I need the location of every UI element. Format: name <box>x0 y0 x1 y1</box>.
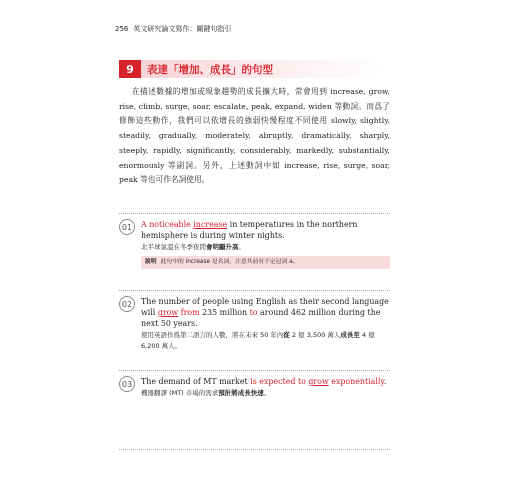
bold-phrase: 會明顯升高 <box>206 243 239 251</box>
highlighted-phrase: A noticeable <box>141 220 194 229</box>
text-run: 235 million <box>199 308 250 317</box>
highlighted-phrase: from <box>178 308 200 317</box>
text-run: The demand of MT market <box>141 377 251 386</box>
text-run: around 462 million during the next 50 years. <box>141 308 381 328</box>
explanation-note <box>141 256 390 269</box>
bold-phrase: 成長至 <box>340 331 360 339</box>
text-run: 機器翻譯 (MT) 市場的需求 <box>141 389 219 397</box>
highlighted-phrase: grow <box>157 308 179 317</box>
example-english <box>141 376 390 387</box>
text-run: 使用英語作爲第二語言的人數，將在未來 50 年內 <box>141 331 284 339</box>
text-run: . <box>383 377 387 386</box>
text-run: The number of people using English as their second language will <box>141 297 389 317</box>
page-number: 256 <box>115 25 129 33</box>
divider <box>119 370 390 371</box>
example-chinese <box>141 388 390 399</box>
example-chinese <box>141 242 390 253</box>
example-number: 01 <box>119 219 135 235</box>
example-english <box>141 219 390 241</box>
divider <box>119 290 390 291</box>
book-title: 英文研究論文寫作：關鍵句指引 <box>133 25 232 33</box>
highlighted-phrase: grow <box>308 377 329 386</box>
text-run: 。 <box>263 389 271 397</box>
note-label: 說明 <box>145 259 157 265</box>
running-header <box>115 24 231 34</box>
intro-paragraph: 在描述數據的增加或現象趨勢的成長擴大時，常會用到 increase, grow, rise, climb, surge, soar, escalate, peak, expand, widen 等動詞。而爲了修飾這些動作，我們可以依增長的強弱快慢程度不同使用 slowly, slightly, steadily, gradually, moderately, abruptly, dramatically, sharply, steeply, rapidly, significantly, considerably, markedly, substantially, enormously 等副詞。另外，上述動詞中如 increase, rise, surge, soar, peak 等也可作名詞使用。 <box>119 87 390 185</box>
divider <box>119 213 390 214</box>
text-run: in temperatures in the northern hemisphere is during winter nights. <box>141 220 358 240</box>
bold-phrase: 從 <box>283 331 290 339</box>
divider <box>119 449 390 450</box>
example-body <box>141 296 390 352</box>
text-run: 北半球氣溫在冬季夜間 <box>141 243 206 251</box>
highlighted-phrase: to <box>249 308 258 317</box>
note-text: 此句中的 increase 是名詞，注意其前有不定冠詞 a。 <box>160 259 299 265</box>
highlighted-phrase: exponentially <box>328 377 384 386</box>
section-number: 9 <box>119 60 141 78</box>
example-number: 02 <box>119 296 135 312</box>
section-banner <box>119 60 389 78</box>
highlighted-phrase: increase <box>193 220 228 229</box>
text-run: 2 億 3,500 萬人 <box>289 331 341 339</box>
example-body <box>141 376 390 399</box>
example-english <box>141 296 390 329</box>
highlighted-phrase: is expected to <box>250 377 309 386</box>
example-number: 03 <box>119 376 135 392</box>
section-title: 表達「增加、成長」的句型 <box>147 63 273 76</box>
bold-phrase: 預計將成長快速 <box>218 389 264 397</box>
example-body <box>141 219 390 269</box>
example-chinese <box>141 330 390 352</box>
text-run: 。 <box>238 243 245 251</box>
text-run: 4 億 6,200 萬人。 <box>141 331 375 350</box>
